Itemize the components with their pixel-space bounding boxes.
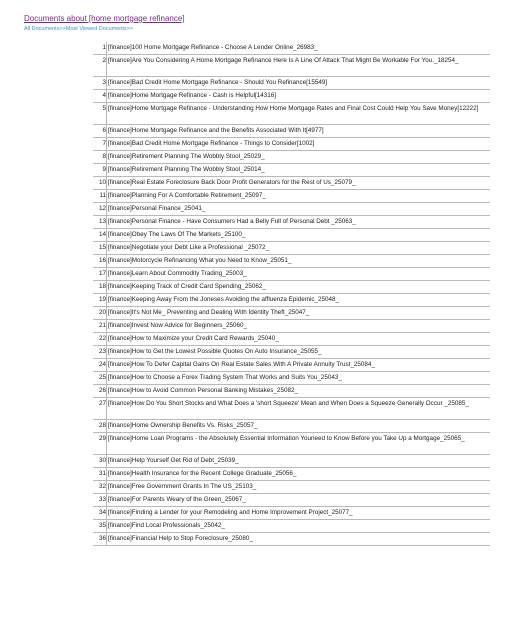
document-link[interactable]: [finance]Home Mortgage Refinance - Cash is Helpful[14316]	[106, 90, 490, 102]
list-item-number: 8	[102, 152, 106, 160]
document-link[interactable]: [finance]Negotiate your Debt Like a Professional _25072_	[106, 242, 490, 254]
list-item-number: 15	[98, 243, 106, 251]
document-link[interactable]: [finance]Personal Finance_25041_	[106, 203, 490, 215]
document-link[interactable]: [finance]Keeping Track of Credit Card Spending_25062_	[106, 281, 490, 293]
document-link[interactable]: [finance]Bad Credit Home Mortgage Refinance - Things to Consider[1002]	[106, 138, 490, 150]
list-item	[93, 177, 490, 190]
document-link[interactable]: [finance]Home Mortgage Refinance - Understanding How Home Mortgage Rates and Final Cost Could Help You Save Money[12222]	[106, 103, 490, 124]
list-item-number: 19	[98, 295, 106, 303]
list-item	[93, 203, 490, 216]
list-item-number: 12	[98, 204, 106, 212]
list-item-number: 25	[98, 373, 106, 381]
list-item	[93, 77, 490, 90]
list-item-number: 30	[98, 456, 106, 464]
document-link[interactable]: [finance]Obey The Laws Of The Markets_25100_	[106, 229, 490, 241]
list-item	[93, 42, 490, 55]
page-title[interactable]: Documents about [home mortgage refinance]	[24, 14, 185, 23]
list-item-number: 33	[98, 495, 106, 503]
document-link[interactable]: [finance]It's Not Me_ Preventing and Dealing With Identity Theft_25047_	[106, 307, 490, 319]
list-item-number: 26	[98, 386, 106, 394]
list-item-number: 36	[98, 534, 106, 542]
document-link[interactable]: [finance]Home Ownership Benefits Vs. Risks_25057_	[106, 420, 490, 432]
list-item	[93, 90, 490, 103]
document-link[interactable]: [finance]How to Maximize your Credit Card Rewards_25040_	[106, 333, 490, 345]
list-item	[93, 307, 490, 320]
list-item-number: 6	[102, 126, 106, 134]
document-link[interactable]: [finance]Bad Credit Home Mortgage Refinance - Should You Refinance[15549]	[106, 77, 490, 89]
list-item-number: 17	[98, 269, 106, 277]
list-item	[93, 216, 490, 229]
document-link[interactable]: [finance]Personal Finance - Have Consumers Had a Belly Full of Personal Debt _25063_	[106, 216, 490, 228]
list-item	[93, 320, 490, 333]
crumb-all-documents[interactable]: All Documents>>	[24, 26, 66, 32]
list-item-number: 14	[98, 230, 106, 238]
list-item-number: 16	[98, 256, 106, 264]
list-item	[93, 481, 490, 494]
document-link[interactable]: [finance]Finding a Lender for your Remodeling and Home Improvement Project_25077_	[106, 507, 490, 519]
list-item	[93, 507, 490, 520]
list-item	[93, 433, 490, 455]
list-item	[93, 420, 490, 433]
document-link[interactable]: [finance]Are You Considering A Home Mortgage Refinance Here Is A Line Of Attack That Might Be Workable For You._18254_	[106, 55, 490, 76]
list-item-number: 24	[98, 360, 106, 368]
document-link[interactable]: [finance]Invest Now Advice for Beginners_25060_	[106, 320, 490, 332]
list-item	[93, 151, 490, 164]
list-item-number: 13	[98, 217, 106, 225]
crumb-most-viewed[interactable]: Most Viewed Documents>>	[65, 26, 134, 32]
list-item-number: 35	[98, 521, 106, 529]
document-link[interactable]: [finance]Home Mortgage Refinance and the Benefits Associated With It[4977]	[106, 125, 490, 137]
document-link[interactable]: [finance]Learn About Commodity Trading_25003_	[106, 268, 490, 280]
document-link[interactable]: [finance]Retirement Planning The Wobbly Stool_25014_	[106, 164, 490, 176]
document-link[interactable]: [finance]Free Government Grants In The US_25103_	[106, 481, 490, 493]
document-link[interactable]: [finance]Motorcycle Refinancing What you Need to Know_25051_	[106, 255, 490, 267]
list-item-number: 29	[98, 434, 106, 442]
list-item-number: 3	[102, 78, 106, 86]
list-item	[93, 268, 490, 281]
list-item	[93, 229, 490, 242]
document-list	[93, 42, 490, 546]
list-item-number: 7	[102, 139, 106, 147]
list-item-number: 34	[98, 508, 106, 516]
document-link[interactable]: [finance]Health Insurance for the Recent College Graduate_25056_	[106, 468, 490, 480]
list-item-number: 28	[98, 421, 106, 429]
list-item	[93, 533, 490, 546]
list-item-number: 4	[102, 91, 106, 99]
document-link[interactable]: [finance]Find Local Professionals_25042_	[106, 520, 490, 532]
document-link[interactable]: [finance]100 Home Mortgage Refinance - Choose A Lender Online_26983_	[106, 42, 490, 54]
list-item	[93, 494, 490, 507]
list-item	[93, 359, 490, 372]
document-link[interactable]: [finance]How to Choose a Forex Trading System That Works and Suits You_25043_	[106, 372, 490, 384]
list-item-number: 27	[98, 399, 106, 407]
list-item	[93, 190, 490, 203]
list-item-number: 10	[98, 178, 106, 186]
list-item	[93, 398, 490, 420]
document-link[interactable]: [finance]Help Yourself Get Rid of Debt_25039_	[106, 455, 490, 467]
list-item	[93, 255, 490, 268]
list-item	[93, 346, 490, 359]
list-item-number: 31	[98, 469, 106, 477]
list-item-number: 22	[98, 334, 106, 342]
list-item	[93, 164, 490, 177]
document-link[interactable]: [finance]How to Get the Lowest Possible Quotes On Auto Insurance_25055_	[106, 346, 490, 358]
list-item-number: 20	[98, 308, 106, 316]
document-link[interactable]: [finance]Keeping Away From the Joneses Avoiding the affluenza Epidemic_25048_	[106, 294, 490, 306]
list-item	[93, 333, 490, 346]
list-item-number: 2	[102, 56, 106, 64]
document-link[interactable]: [finance]Real Estate Foreclosure Back Door Profit Generators for the Rest of Us_25079_	[106, 177, 490, 189]
list-item	[93, 55, 490, 77]
document-link[interactable]: [finance]How to Avoid Common Personal Banking Mistakes_25082_	[106, 385, 490, 397]
list-item-number: 11	[99, 191, 106, 199]
list-item	[93, 294, 490, 307]
breadcrumb	[24, 26, 133, 32]
list-item-number: 18	[98, 282, 106, 290]
document-link[interactable]: [finance]Home Loan Programs - the Absolutely Essential Information Youneed to Know Before you Take Up a Mortgage_25065_	[106, 433, 490, 454]
list-item-number: 23	[98, 347, 106, 355]
document-link[interactable]: [finance]How To Defer Capital Gains On Real Estate Sales With A Private Annuity Trust_25084_	[106, 359, 490, 371]
list-item	[93, 455, 490, 468]
list-item-number: 9	[102, 165, 106, 173]
list-item-number: 5	[102, 104, 106, 112]
list-item-number: 21	[98, 321, 106, 329]
document-link[interactable]: [finance]How Do You Short Stocks and What Does a 'short Squeeze' Mean and When Does a Squeeze Generally Occur _25085_	[106, 398, 490, 419]
list-item	[93, 138, 490, 151]
document-link[interactable]: [finance]Retirement Planning The Wobbly Stool_25029_	[106, 151, 490, 163]
document-link[interactable]: [finance]Planning For A Comfortable Retirement_25097_	[106, 190, 490, 202]
document-link[interactable]: [finance]For Parents Weary of the Green_25067_	[106, 494, 490, 506]
list-item	[93, 372, 490, 385]
list-item	[93, 281, 490, 294]
list-item-number: 1	[102, 43, 106, 51]
list-item	[93, 125, 490, 138]
list-item	[93, 468, 490, 481]
list-item	[93, 103, 490, 125]
list-item	[93, 242, 490, 255]
list-item	[93, 385, 490, 398]
list-item	[93, 520, 490, 533]
document-link[interactable]: [finance]Financial Help to Stop Foreclosure_25080_	[106, 533, 490, 545]
list-item-number: 32	[98, 482, 106, 490]
